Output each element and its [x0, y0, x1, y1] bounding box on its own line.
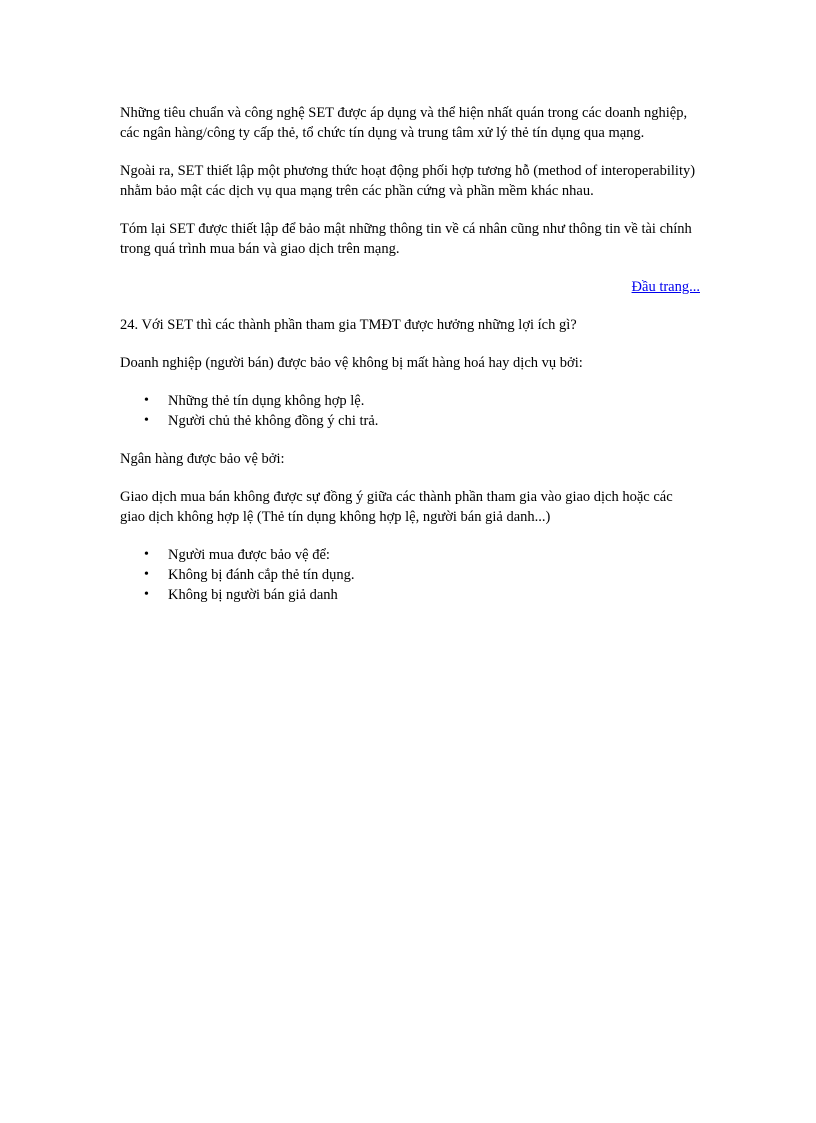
paragraph-set-interoperability: Ngoài ra, SET thiết lập một phương thức hoạt động phối hợp tương hỗ (method of interoperability) nhằm bảo mật các dịch vụ qua mạng trên các phần cứng và phần mềm khác nhau. [120, 163, 696, 199]
merchant-list [120, 391, 700, 431]
paragraph-set-standards: Những tiêu chuẩn và công nghệ SET được áp dụng và thể hiện nhất quán trong các doanh nghiệp, các ngân hàng/công ty cấp thẻ, tổ chức tín dụng và trung tâm xử lý thẻ tín dụng qua mạng. [120, 105, 688, 141]
document-page [120, 103, 700, 623]
buyer-list [120, 545, 700, 605]
bank-detail: Giao dịch mua bán không được sự đồng ý giữa các thành phần tham gia vào giao dịch hoặc các giao dịch không hợp lệ (Thẻ tín dụng không hợp lệ, người bán giả danh...) [120, 489, 673, 525]
paragraph-set-summary: Tóm lại SET được thiết lập để bảo mật những thông tin về cá nhân cũng như thông tin về tài chính trong quá trình mua bán và giao dịch trên mạng. [120, 221, 692, 257]
bank-intro: Ngân hàng được bảo vệ bởi: [120, 451, 285, 467]
list-item: • Không bị người bán giả danh [168, 585, 700, 605]
question-heading: 24. Với SET thì các thành phần tham gia TMĐT được hưởng những lợi ích gì? [120, 317, 577, 333]
merchant-intro: Doanh nghiệp (người bán) được bảo vệ không bị mất hàng hoá hay dịch vụ bởi: [120, 355, 583, 371]
back-to-top-link[interactable]: Đầu trang... [631, 279, 700, 295]
list-item: • Người mua được bảo vệ để: [168, 545, 700, 565]
back-to-top [120, 277, 700, 297]
list-item: • Không bị đánh cắp thẻ tín dụng. [168, 565, 700, 585]
list-item: • Những thẻ tín dụng không hợp lệ. [168, 391, 700, 411]
list-item: • Người chủ thẻ không đồng ý chi trả. [168, 411, 700, 431]
